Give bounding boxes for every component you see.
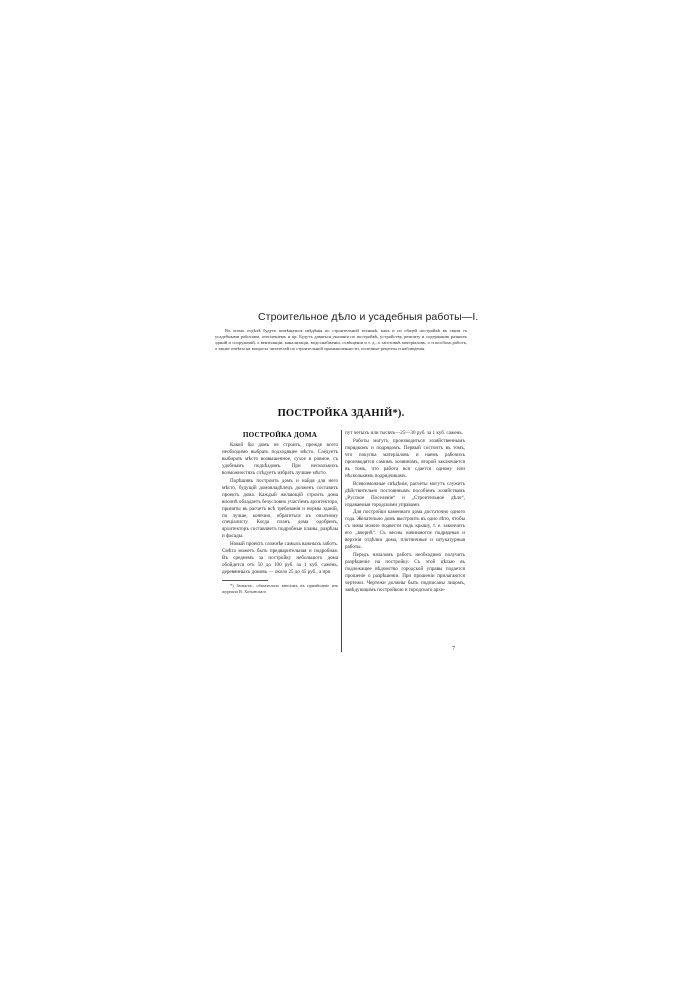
paragraph: Новый проектъ сложнѣе самыхъ важныхъ заботъ. Смѣта можетъ быть предварительная и подробная. Въ среднемъ за постройку небольшого дома обойдется отъ 50 до 100 руб. за 1 куб. сажень, деревянныхъ домовъ — около 25 до 45 руб., а при — [222, 541, 338, 576]
section-title: ПОСТРОЙКА ДОМА — [242, 431, 318, 439]
section-intro: Въ этомъ отдѣлѣ будутъ помѣщаться свѣдѣнія по строительной техникѣ, какъ и по общей постройкѣ въ связи съ усадебными работами, отопленіемъ и пр. Будутъ даваться указанія по постройкѣ, устройству, ремонту и содержанію разныхъ зданій и сооруженій, о вентиляціи, канализаціи, водоснабженіи, освѣщеніи и т. д., о заготовкѣ матеріаловъ, о способахъ работъ, а также отвѣты на вопросы читателей по строительной промышленности, полезные рецепты и наблюденія. — [215, 328, 467, 351]
right-column — [345, 430, 465, 595]
running-head: Строительное дѣло и усадебныя работы—I. — [258, 311, 479, 323]
footnote: *) Заимств., обязательно вносимъ въ примѣчаніе изъ журнала В. Хотынскаго — [222, 583, 338, 594]
paragraph: Порѣшивъ построить домъ и найдя для него мѣсто, будущій домовладѣлецъ долженъ составить проектъ дома. Каждый желающій строить дома вполнѣ обладаетъ безусловно участіемъ архитектора, приняты въ расчетъ всѣ требованія и нормы зданій, по лучше, конечно, обратиться къ опытному спеціалисту. Когда планъ дома одобренъ, архитекторъ составляетъ подробные планы, разрѣзы и фасады. — [222, 477, 339, 540]
article-title: ПОСТРОЙКА ЗДАНІЙ*). — [277, 408, 405, 419]
page-number: 7 — [452, 646, 455, 652]
paragraph: пут четыхъ или тысячъ—25—30 руб. за 1 куб. сажень. — [345, 430, 463, 436]
column-divider — [341, 430, 342, 652]
paragraph: Всевозможные свѣдѣнія, расчеты могутъ служить дѣйствительно постояннымъ пособіемъ хозяйствамъ „Русское Поселеніе“ и „Строительное дѣло“, издаваемыя городскими управами. — [345, 480, 465, 508]
paragraph: Работы могутъ производиться хозяйственнымъ порядкомъ и подрядомъ. Первый состоитъ въ томъ, что покупка матеріаловъ и наемъ рабочихъ производятся самимъ хозяиномъ, второй заключается въ томъ, что работа вся сдается одному или нѣсколькимъ подрядчикамъ. — [345, 437, 465, 479]
paragraph: Для постройки каменнаго дома достаточно одного года. Желательно домъ выстроить въ одно лѣто, чтобы съ зимы можно подвести подъ крышу, т. е. закончить его „вчернѣ“. Съ весны начинаются подрядныя и верхнія отдѣлки дома, плотничные и штукатурныя работы. — [345, 509, 465, 551]
left-column — [222, 430, 338, 595]
paragraph: Какой бы домъ не строить, прежде всего необходимо выбрать подходящее мѣсто. Следуетъ выбирать мѣсто возвышенное, сухое и ровное, съ удобнымъ подъѣздомъ. При несколькихъ возможностяхъ слѣдуетъ избрать лучшее мѣсто. — [222, 442, 338, 476]
footnote-divider — [222, 580, 268, 581]
paragraph: Передъ началомъ работъ необходимо получить разрѣшеніе на постройку. Съ этой цѣлью въ подлежащее вѣдомство городской управы подается прошеніе о разрѣшеніи. При прошеніи прилагаются чертежи. Чертежи должны быть подписаны лицомъ, завѣдующимъ постройкою и городскаго архи- — [345, 552, 465, 593]
